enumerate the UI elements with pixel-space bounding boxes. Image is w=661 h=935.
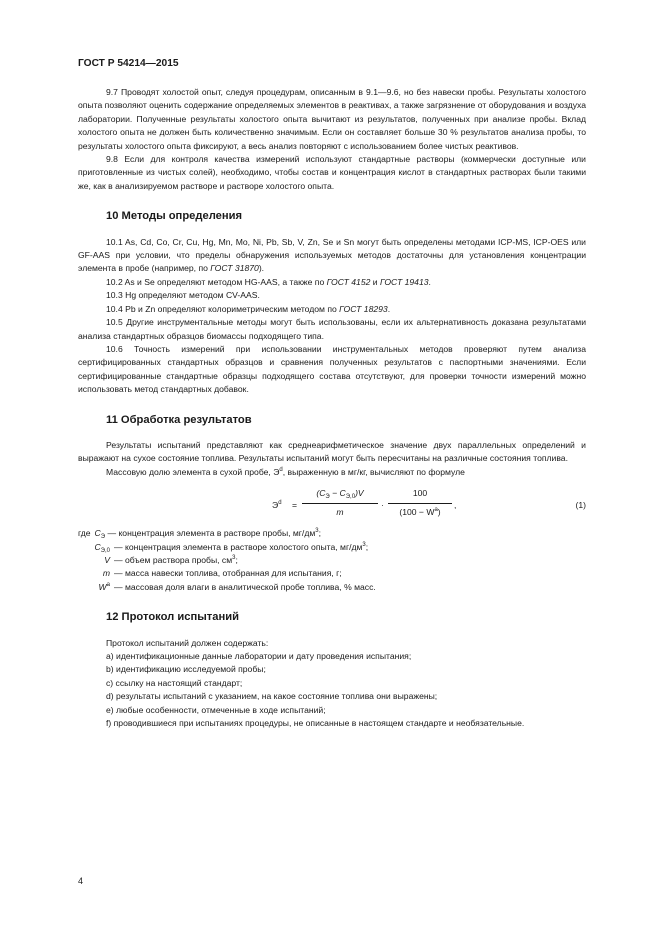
list-item: а) идентификационные данные лаборатории и дату проведения испытания;	[106, 651, 412, 661]
section-10-heading: 10 Методы определения	[106, 210, 243, 223]
paragraph-12-intro: Протокол испытаний должен содержать:	[106, 637, 269, 648]
paragraph-10-3: 10.3 Hg определяют методом CV-AAS.	[106, 290, 260, 301]
list-item: f) проводившиеся при испытаниях процедуры, не описанные в настоящем стандарте и необязательные.	[106, 718, 525, 729]
section-12-heading: 12 Протокол испытаний	[106, 611, 239, 624]
list-item: b) идентификацию исследуемой пробы;	[106, 664, 266, 675]
formula-1	[78, 485, 586, 525]
definition-c-e: где $C_Э$ — концентрация элемента в растворе пробы, $мг/дм^3$;	[78, 528, 321, 541]
formula-comma: ,	[454, 500, 457, 511]
section-11-heading: 11 Обработка результатов	[106, 413, 252, 426]
formula-equals: =	[292, 500, 298, 511]
definition-w: $W^a$ — массовая доля влаги в аналитической пробе топлива, % масс.	[98, 581, 376, 592]
document-header: ГОСТ Р 54214—2015	[78, 58, 179, 69]
paragraph-10-5: 10.5 Другие инструментальные методы могут быть использованы, если их альтернативность доказана результатами анализа стандартных образцов биомассы подходящего типа.	[78, 317, 586, 341]
paragraph-9-8: 9.8 Если для контроля качества измерений используют стандартные растворы (коммерчески доступные или приготовленные из чистых солей), необходимо, чтобы состав и концентрация кислот в стандартных растворах были такими же, как в анализируемом растворе и растворе холостого опыта.	[78, 154, 586, 191]
formula-fraction-2: $\frac{100}{(100 - W^a)}$	[388, 487, 452, 519]
list-item: е) любые особенности, отмеченные в ходе испытаний;	[106, 704, 326, 715]
paragraph-10-1: 10.1 As, Cd, Co, Cr, Cu, Hg, Mn, Mo, Ni, Pb, Sb, V, Zn, Se и Sn могут быть определены методами ICP-MS, ICP-OES или GF-AAS при условии, что пределы обнаружения используемых методов достаточны для установления концентрации элемента в пробе (например, по ГОСТ 31870).	[78, 236, 586, 274]
paragraph-10-2: 10.2 As и Se определяют методом HG-AAS, а также по ГОСТ 4152 и ГОСТ 19413.	[106, 276, 431, 287]
formula-fraction-1: $(C_Э - C_{Э,0})V$ m	[302, 487, 378, 519]
formula-definitions	[78, 527, 586, 594]
formula-lhs: $Э^d$	[272, 500, 282, 511]
page-content	[78, 86, 586, 730]
paragraph-10-4: 10.4 Pb и Zn определяют колориметрическим методом по ГОСТ 18293.	[106, 303, 391, 314]
list-item: с) ссылку на настоящий стандарт;	[106, 677, 243, 688]
paragraph-10-6: 10.6 Точность измерений при использовании инструментальных методов проверяют путем анализа сертифицированных стандартных образцов и сравнения полученных результатов с паспортными значениями. Если сертифицированные стандартные образцы подходящего состава отсутствуют, для проверки точности измерений можно использовать метод стандартных добавок.	[78, 343, 586, 395]
page-number: 4	[78, 876, 84, 886]
definition-c-e0: $C_{Э,0}$ — концентрация элемента в растворе холостого опыта, $мг/дм^3$;	[94, 541, 369, 554]
formula-dot: ·	[381, 500, 384, 511]
paragraph-11-1: Результаты испытаний представляют как среднеарифметическое значение двух параллельных определений и выражают на сухое состояние топлива. Результаты испытаний могут быть пересчитаны на различные состояния топлива.	[78, 439, 586, 464]
paragraph-9-7: 9.7 Проводят холостой опыт, следуя процедурам, описанным в 9.1—9.6, но без навески пробы. Результаты холостого опыта позволяют оценить содержание определяемых элементов в реактивах, а также загрязнение от оборудования и воздуха лаборатории. Полученные результаты холостого опыта вычитают из результатов, полученных при анализе пробы. Вклад холостого опыта не должен быть количественно значимым. Если он составляет больше 30 % результатов анализа пробы, то результаты холостого опыта фиксируют, а весь анализ повторяют с использованием более чистых реактивов.	[78, 87, 586, 151]
paragraph-11-2: Массовую долю элемента в сухой пробе, $Э^d$, выраженную в мг/кг, вычисляют по формуле	[106, 466, 465, 477]
list-item: d) результаты испытаний с указанием, на какое состояние топлива они выражены;	[106, 691, 438, 702]
definition-v: V — объем раствора пробы, $см^3$;	[104, 554, 238, 565]
formula-number: (1)	[575, 500, 586, 511]
definition-m: m — масса навески топлива, отобранная для испытания, г;	[102, 568, 342, 579]
